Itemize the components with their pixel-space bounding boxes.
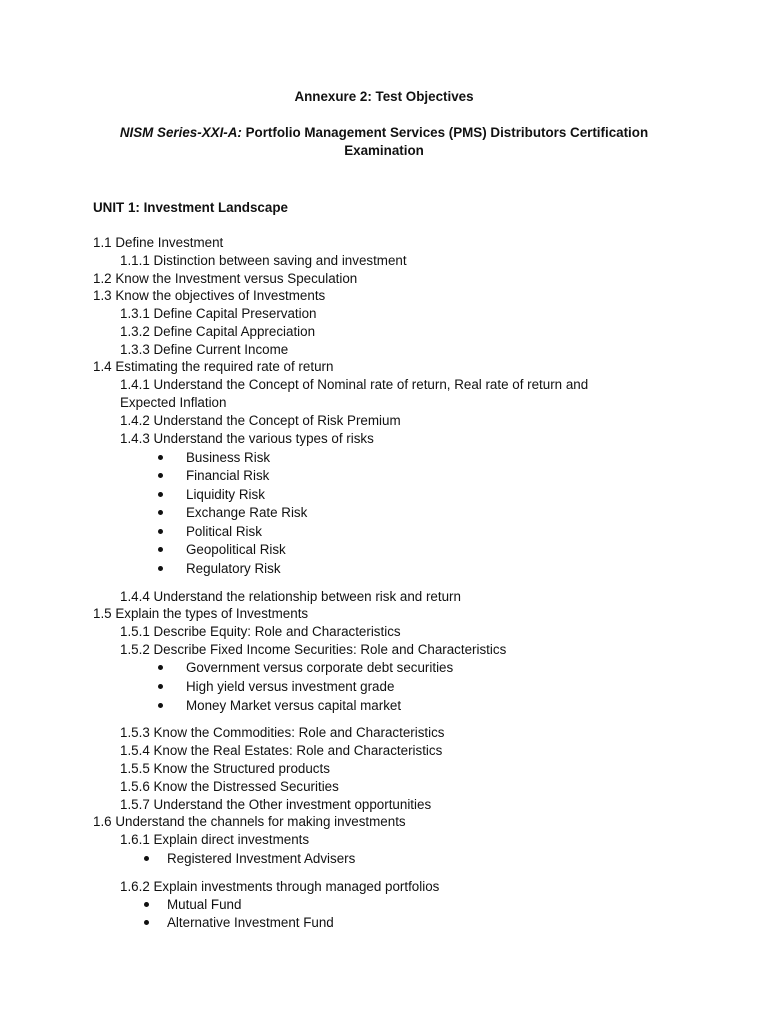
outline-text: Geopolitical Risk: [186, 542, 286, 557]
outline-item: [120, 778, 339, 796]
outline-text: Business Risk: [186, 450, 271, 465]
outline-item: [120, 252, 407, 270]
bullet-item: [186, 449, 270, 467]
outline-text: 1.4.1 Understand the Concept of Nominal rate of return, Real rate of return and: [120, 377, 589, 392]
bullet-item: [167, 914, 334, 932]
outline-item: [93, 813, 406, 831]
outline-item: [93, 605, 308, 623]
outline-text: 1.6 Understand the channels for making investments: [93, 814, 406, 829]
outline-item: [120, 796, 431, 814]
outline-text: 1.4.2 Understand the Concept of Risk Premium: [120, 413, 401, 428]
outline-text: 1.5.1 Describe Equity: Role and Characteristics: [120, 624, 401, 639]
outline-text: Expected Inflation: [120, 395, 227, 410]
outline-text: Liquidity Risk: [186, 487, 265, 502]
bullet-icon: [144, 902, 149, 907]
exam-name-cont: Examination: [344, 143, 424, 158]
outline-item: [93, 270, 357, 288]
bullet-item: [186, 486, 265, 504]
bullet-icon: [158, 566, 163, 571]
outline-text: Political Risk: [186, 524, 262, 539]
outline-item: [120, 305, 317, 323]
bullet-icon: [158, 684, 163, 689]
exam-series: NISM Series-XXI-A:: [119, 125, 242, 140]
unit-heading: UNIT 1: Investment Landscape: [93, 200, 288, 215]
exam-name: Portfolio Management Services (PMS) Distributors Certification: [241, 125, 649, 140]
outline-item: [120, 430, 374, 448]
outline-text: 1.1 Define Investment: [93, 235, 224, 250]
outline-item: [120, 341, 288, 359]
outline-item: [120, 760, 330, 778]
outline-text: 1.4 Estimating the required rate of return: [93, 359, 334, 374]
outline-text: 1.5.7 Understand the Other investment opportunities: [120, 797, 432, 812]
bullet-icon: [158, 510, 163, 515]
outline-item: [120, 323, 315, 341]
outline-text: Exchange Rate Risk: [186, 505, 308, 520]
bullet-icon: [158, 492, 163, 497]
bullet-icon: [158, 547, 163, 552]
outline-text: 1.6.1 Explain direct investments: [120, 832, 310, 847]
outline-text: 1.4.3 Understand the various types of risks: [120, 431, 374, 446]
outline-item: [120, 623, 401, 641]
bullet-item: [186, 541, 286, 559]
outline-text: Money Market versus capital market: [186, 698, 402, 713]
outline-text: 1.6.2 Explain investments through managed portfolios: [120, 879, 440, 894]
outline-text: 1.5.6 Know the Distressed Securities: [120, 779, 339, 794]
outline-item: [120, 831, 309, 849]
bullet-item: [186, 678, 394, 696]
exam-title: [0, 124, 768, 160]
bullet-item: [186, 659, 453, 677]
bullet-icon: [158, 529, 163, 534]
outline-item: [120, 394, 226, 412]
outline-text: Regulatory Risk: [186, 561, 281, 576]
outline-text: 1.5.4 Know the Real Estates: Role and Characteristics: [120, 743, 443, 758]
bullet-item: [186, 467, 269, 485]
outline-item: [120, 641, 506, 659]
outline-text: High yield versus investment grade: [186, 679, 395, 694]
outline-item: [120, 742, 442, 760]
outline-text: Alternative Investment Fund: [167, 915, 334, 930]
outline-text: 1.5.3 Know the Commodities: Role and Characteristics: [120, 725, 445, 740]
outline-text: 1.4.4 Understand the relationship between risk and return: [120, 589, 461, 604]
bullet-icon: [158, 665, 163, 670]
bullet-icon: [158, 455, 163, 460]
bullet-item: [186, 523, 262, 541]
outline-text: 1.3 Know the objectives of Investments: [93, 288, 326, 303]
bullet-icon: [144, 920, 149, 925]
outline-text: 1.2 Know the Investment versus Speculation: [93, 271, 358, 286]
outline-item: [93, 287, 325, 305]
outline-text: 1.5.5 Know the Structured products: [120, 761, 330, 776]
outline-text: 1.3.3 Define Current Income: [120, 342, 289, 357]
outline-text: 1.3.1 Define Capital Preservation: [120, 306, 317, 321]
outline-text: 1.5.2 Describe Fixed Income Securities: Role and Characteristics: [120, 642, 507, 657]
outline-item: [93, 234, 223, 252]
outline-item: [93, 358, 333, 376]
outline-text: 1.5 Explain the types of Investments: [93, 606, 309, 621]
outline-text: Government versus corporate debt securities: [186, 660, 454, 675]
outline-text: 1.3.2 Define Capital Appreciation: [120, 324, 316, 339]
bullet-item: [186, 697, 401, 715]
bullet-item: [167, 850, 355, 868]
bullet-item: [186, 560, 281, 578]
outline-text: Registered Investment Advisers: [167, 851, 356, 866]
outline-item: [120, 588, 461, 606]
page-title: Annexure 2: Test Objectives: [294, 89, 474, 104]
bullet-icon: [158, 473, 163, 478]
outline-item: [120, 376, 588, 394]
bullet-item: [186, 504, 307, 522]
outline-text: 1.1.1 Distinction between saving and investment: [120, 253, 407, 268]
outline-item: [120, 878, 439, 896]
bullet-item: [167, 896, 241, 914]
outline-item: [120, 724, 445, 742]
outline-text: Mutual Fund: [167, 897, 242, 912]
bullet-icon: [144, 856, 149, 861]
outline-text: Financial Risk: [186, 468, 270, 483]
outline-item: [120, 412, 401, 430]
bullet-icon: [158, 703, 163, 708]
